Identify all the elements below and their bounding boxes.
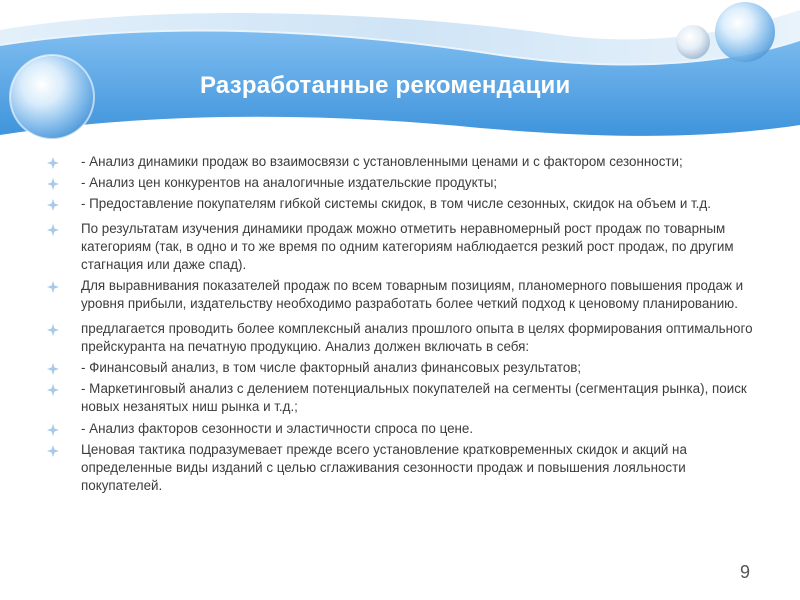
diamond-bullet-icon [47,384,59,396]
bullet-text: - Анализ факторов сезонности и эластичности спроса по цене. [81,420,474,436]
diamond-bullet-icon [47,324,59,336]
bullet-text: - Финансовый анализ, в том числе факторный анализ финансовых результатов; [81,360,582,376]
bullet-text: Ценовая тактика подразумевает прежде всего установление кратковременных скидок и акций на определенные виды изданий с целью сглаживания сезонности продаж и повышения лояльности покупателей. [81,441,687,494]
list-item [47,174,767,192]
diamond-bullet-icon [47,424,59,436]
list-item [47,153,767,171]
bullet-text: - Маркетинговый анализ с делением потенциальных покупателей на сегменты (сегментация рынка), поиск новых незанятых ниш рынка и т.д.; [81,381,747,415]
diamond-bullet-icon [47,199,59,211]
list-item [47,441,767,496]
list-item [47,220,767,275]
list-item [47,277,767,313]
diamond-bullet-icon [47,224,59,236]
bullet-text: - Предоставление покупателям гибкой системы скидок, в том числе сезонных, скидок на объем и т.д. [81,196,711,212]
sphere-icon [715,2,775,62]
diamond-bullet-icon [47,445,59,457]
diamond-bullet-icon [47,178,59,190]
bullet-text: - Анализ динамики продаж во взаимосвязи с установленными ценами и с фактором сезонности; [81,154,683,169]
bullet-text: По результатам изучения динамики продаж можно отметить неравномерный рост продаж по товарным категориям (так, в одно и то же время по одним категориям наблюдается резкий рост продаж, по другим стагнация или даже спад). [81,220,734,273]
sphere-icon [10,55,94,139]
diamond-bullet-icon [47,157,59,169]
list-item [47,420,767,438]
bullet-text: - Анализ цен конкурентов на аналогичные издательские продукты; [81,175,498,191]
slide-title: Разработанные рекомендации [200,72,571,99]
list-item [47,380,767,416]
sphere-icon [676,25,710,59]
list-item [47,359,767,377]
diamond-bullet-icon [47,363,59,375]
bullet-list [47,153,767,498]
bullet-text: предлагается проводить более комплексный анализ прошлого опыта в целях формирования оптимального прейскуранта на печатную продукцию. Анализ должен включать в себя: [81,320,753,354]
list-item [47,320,767,356]
diamond-bullet-icon [47,281,59,293]
list-item [47,195,767,213]
bullet-text: Для выравнивания показателей продаж по всем товарным позициям, планомерного повышения продаж и уровня прибыли, издательству необходимо разработать более четкий подход к ценовому планированию. [81,278,744,312]
page-number: 9 [739,562,750,582]
